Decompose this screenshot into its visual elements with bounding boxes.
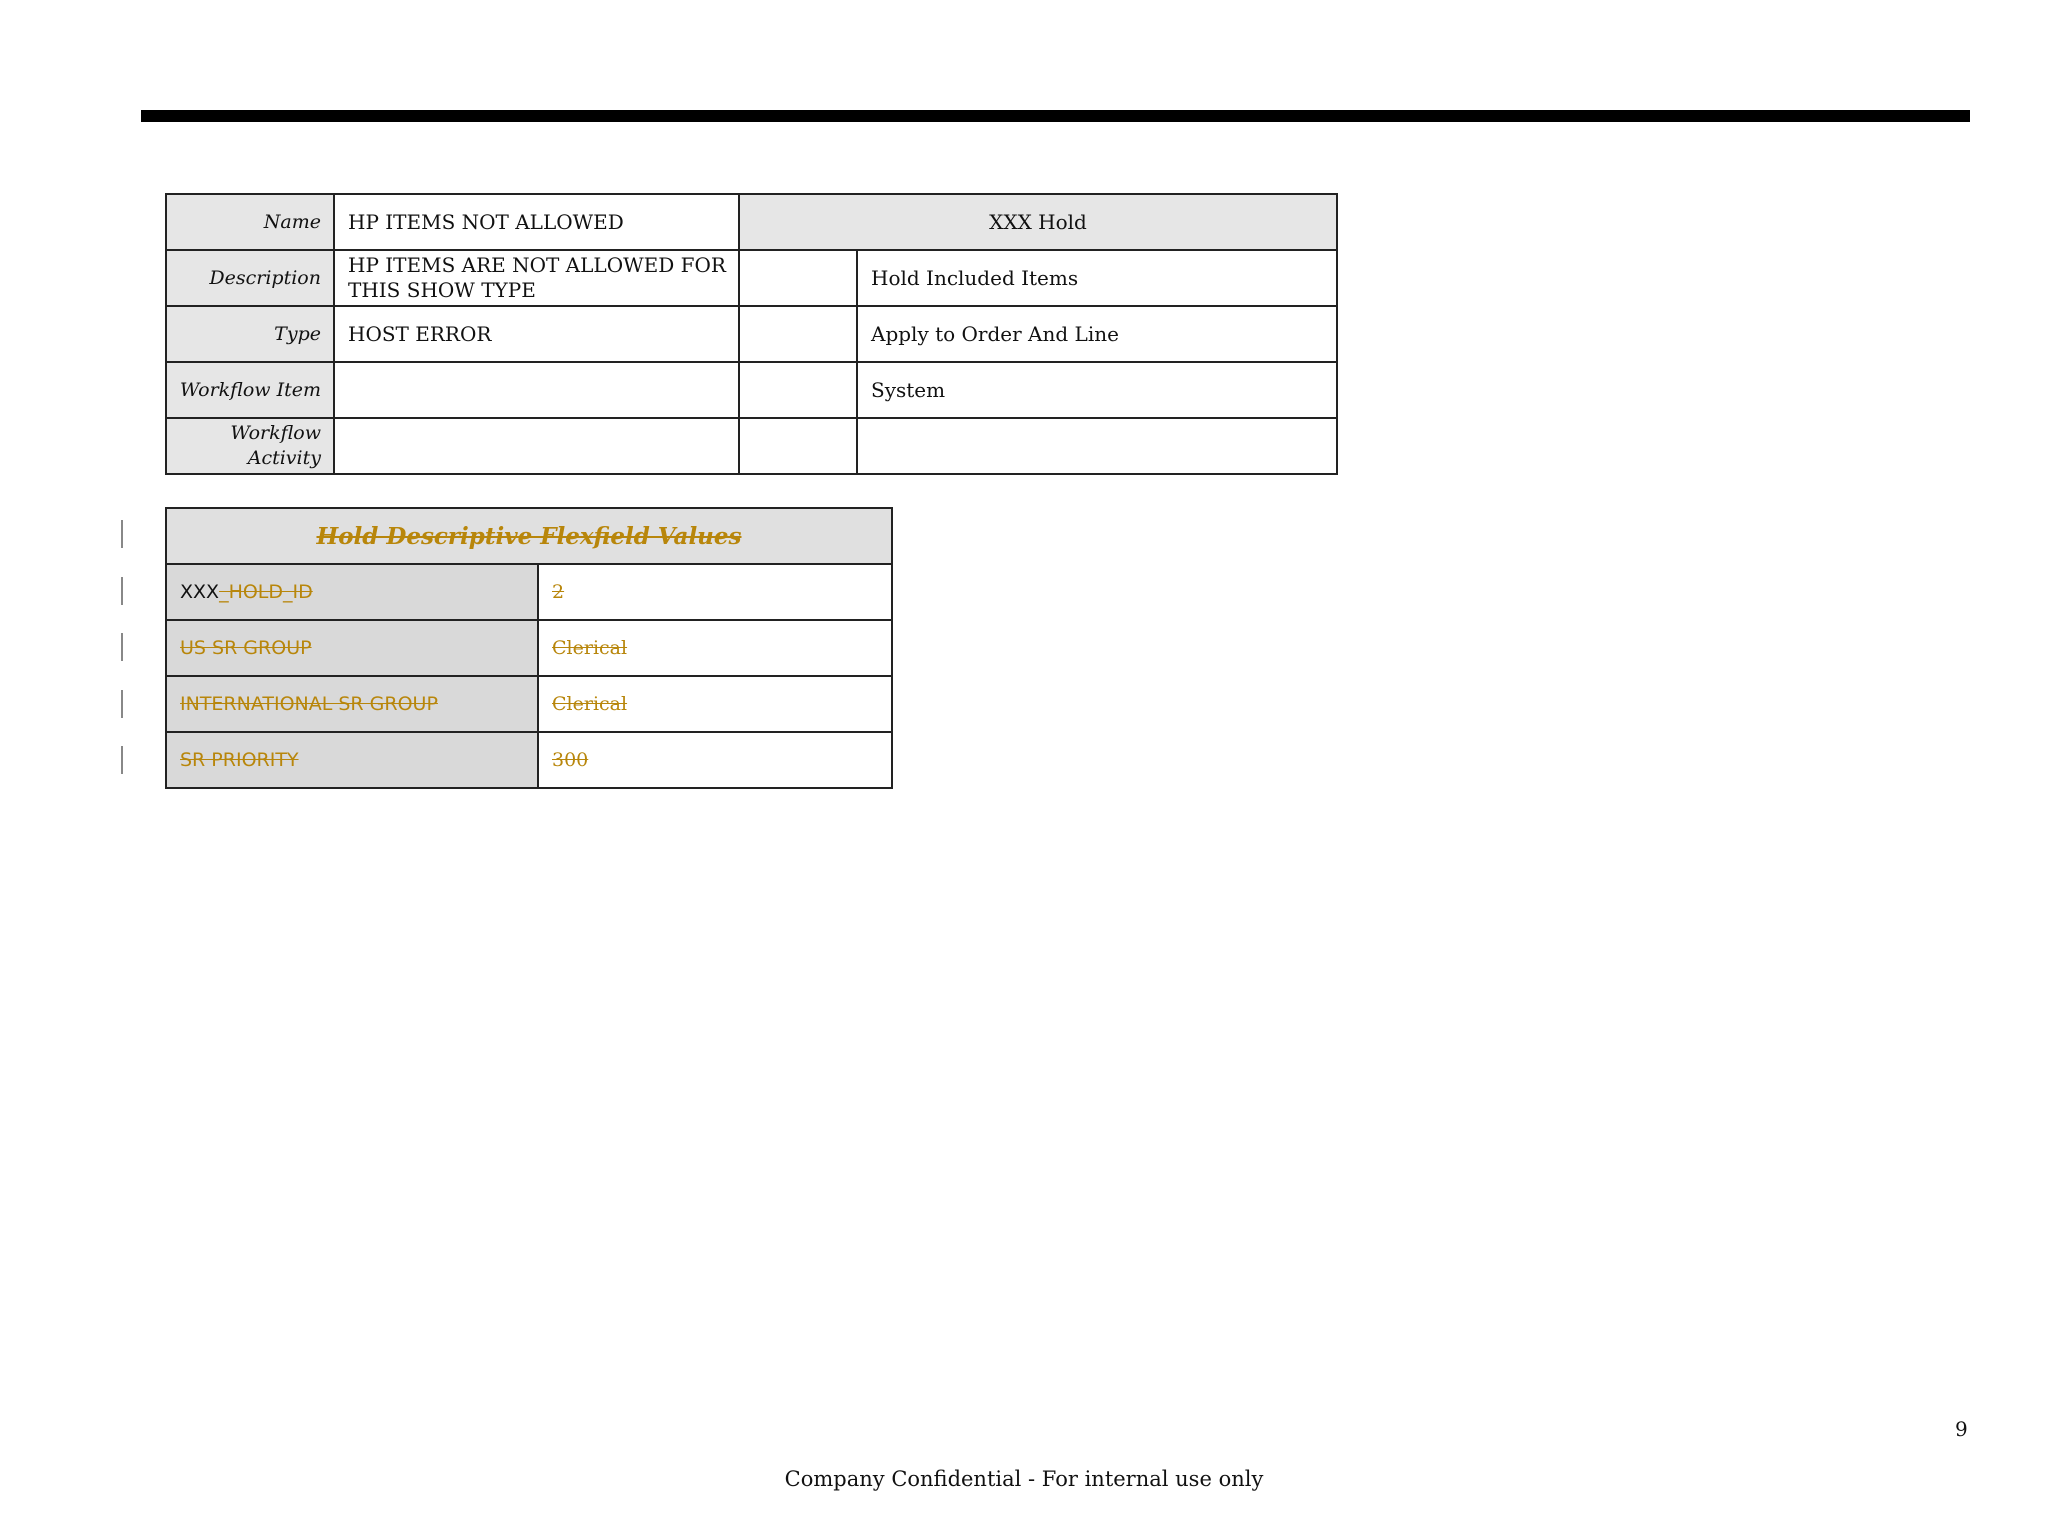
workflow-item-label: Workflow Item xyxy=(166,362,334,418)
value-deleted-text: 300 xyxy=(552,749,589,771)
flexfield-key xyxy=(166,732,538,788)
hold-header: XXX Hold xyxy=(739,194,1337,250)
empty-cell xyxy=(739,362,857,418)
change-bar xyxy=(121,633,123,661)
key-deleted-text: SR PRIORITY xyxy=(180,749,299,771)
key-plain-text: XXX xyxy=(180,581,220,603)
table-row xyxy=(166,564,892,620)
table-row xyxy=(166,250,1337,306)
change-bar xyxy=(121,577,123,605)
name-value: HP ITEMS NOT ALLOWED xyxy=(334,194,739,250)
description-label: Description xyxy=(166,250,334,306)
value-deleted-text: Clerical xyxy=(552,693,628,715)
hold-included-items: Hold Included Items xyxy=(857,250,1337,306)
flexfield-title: Hold Descriptive Flexfield Values xyxy=(166,508,892,564)
empty-cell xyxy=(739,250,857,306)
apply-to-value: Apply to Order And Line xyxy=(857,306,1337,362)
flexfield-value xyxy=(538,676,892,732)
table-row xyxy=(166,676,892,732)
workflow-activity-label: Workflow Activity xyxy=(166,418,334,474)
confidentiality-footer: Company Confidential - For internal use only xyxy=(784,1467,1264,1491)
flexfield-value xyxy=(538,620,892,676)
table-row xyxy=(166,194,1337,250)
empty-cell xyxy=(739,306,857,362)
table-row xyxy=(166,732,892,788)
flexfield-key xyxy=(166,676,538,732)
change-bar xyxy=(121,746,123,774)
hold-details-table xyxy=(165,193,1338,475)
page-number: 9 xyxy=(1955,1417,1968,1441)
type-label: Type xyxy=(166,306,334,362)
change-bar xyxy=(121,690,123,718)
flexfield-key xyxy=(166,620,538,676)
header-rule xyxy=(141,110,1970,122)
flexfield-key xyxy=(166,564,538,620)
table-row xyxy=(166,620,892,676)
workflow-item-value xyxy=(334,362,739,418)
table-row xyxy=(166,418,1337,474)
table-row xyxy=(166,508,892,564)
table-row xyxy=(166,362,1337,418)
name-label: Name xyxy=(166,194,334,250)
key-deleted-text: _HOLD_ID xyxy=(219,581,313,603)
type-value: HOST ERROR xyxy=(334,306,739,362)
table-row xyxy=(166,306,1337,362)
description-value: HP ITEMS ARE NOT ALLOWED FOR THIS SHOW TYPE xyxy=(334,250,739,306)
empty-cell xyxy=(857,418,1337,474)
key-deleted-text: US SR GROUP xyxy=(180,637,312,659)
empty-cell xyxy=(739,418,857,474)
flexfield-value xyxy=(538,732,892,788)
flexfield-value xyxy=(538,564,892,620)
value-deleted-text: Clerical xyxy=(552,637,628,659)
key-deleted-text: INTERNATIONAL SR GROUP xyxy=(180,693,438,715)
system-value: System xyxy=(857,362,1337,418)
flexfield-table xyxy=(165,507,893,789)
change-bar xyxy=(121,520,123,548)
value-deleted-text: 2 xyxy=(552,581,565,603)
workflow-activity-value xyxy=(334,418,739,474)
